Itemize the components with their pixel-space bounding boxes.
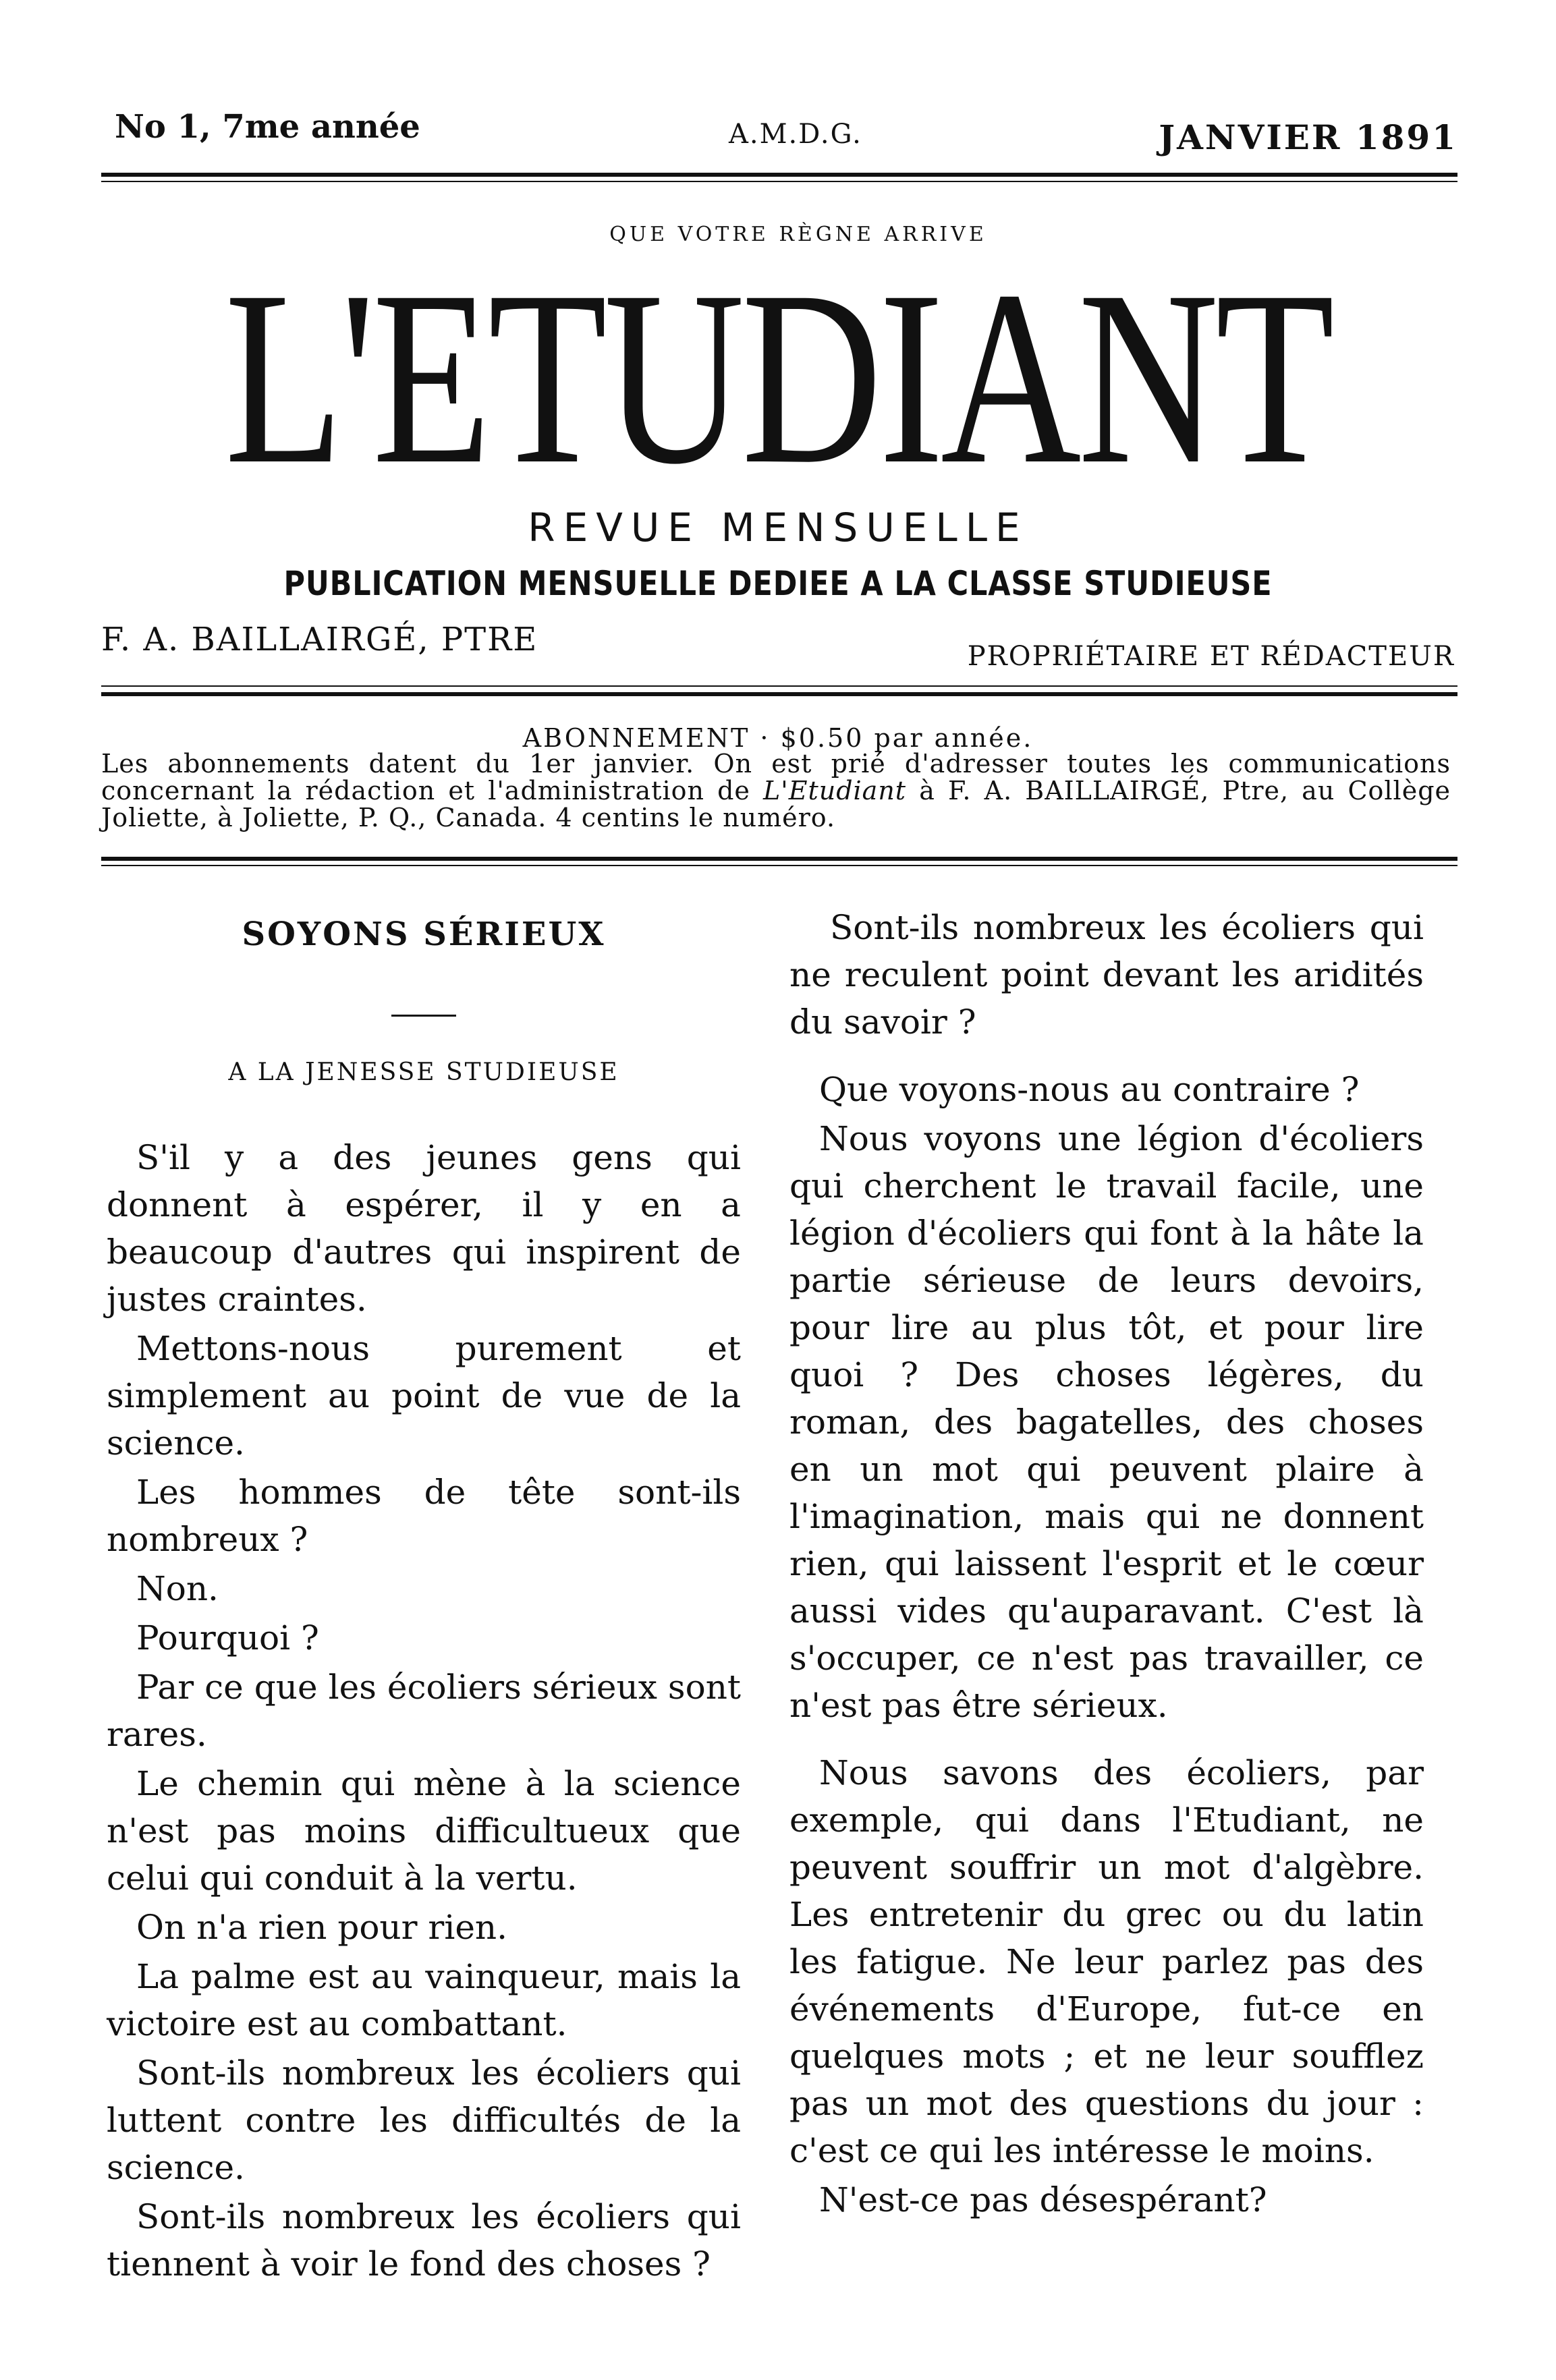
paragraph: N'est-ce pas désespérant? xyxy=(819,2180,1267,2219)
article-column-right xyxy=(789,904,1424,2226)
paragraph: Que voyons-nous au contraire ? xyxy=(819,1070,1360,1109)
title-dash xyxy=(391,1015,456,1017)
article-column-left xyxy=(107,904,741,2290)
paragraph: S'il y a des jeunes gens qui donnent à espérer, il y en a beaucoup d'autres qui inspirent de justes craintes. xyxy=(107,1138,741,1319)
paragraph: Par ce que les écoliers sérieux sont rares. xyxy=(107,1668,741,1754)
masthead-rule-thick xyxy=(101,692,1457,696)
subscription-rule-thick xyxy=(101,857,1457,861)
masthead-subtitle: REVUE MENSUELLE xyxy=(528,505,1028,550)
paragraph: Non. xyxy=(136,1569,219,1608)
paragraph: Sont-ils nombreux les écoliers qui ne reculent point devant les aridités du savoir ? xyxy=(789,908,1424,1042)
masthead-title: L'ETUDIANT xyxy=(224,239,1332,516)
issue-header xyxy=(115,108,1457,169)
paragraph: On n'a rien pour rien. xyxy=(136,1908,507,1947)
subscription-text-before: Les abonnements datent du 1er janvier. On est prié d'adresser toutes les communications concernant la rédaction et l'administration de xyxy=(101,749,1451,805)
paragraph: Sont-ils nombreux les écoliers qui tiennent à voir le fond des choses ? xyxy=(107,2197,741,2284)
paragraph: Nous savons des écoliers, par exemple, qui dans l'Etudiant, ne peuvent souffrir un mot d'algèbre. Les entretenir du grec ou du latin les fatigue. Ne leur parlez pas des événements d'Europe, fut-ce en quelques mots ; et ne leur soufflez pas un mot des questions du jour : c'est ce qui les intéresse le moins. xyxy=(789,1753,1424,2170)
masthead-motto: QUE VOTRE RÈGNE ARRIVE xyxy=(609,223,987,246)
paragraph: Le chemin qui mène à la science n'est pas moins difficultueux que celui qui conduit à la vertu. xyxy=(107,1764,741,1898)
subscription-text-after: à F. A. BAILLAIRGÉ, Ptre, au Collège Joliette, à Joliette, P. Q., Canada. 4 centins le numéro. xyxy=(101,776,1451,832)
subscription-heading: ABONNEMENT · $0.50 par année. xyxy=(522,723,1034,753)
subscription-text xyxy=(101,750,1451,831)
paragraph: La palme est au vainqueur, mais la victoire est au combattant. xyxy=(107,1957,741,2043)
article-dedication: A LA JENESSE STUDIEUSE xyxy=(228,1058,619,1086)
paragraph: Mettons-nous purement et simplement au point de vue de la science. xyxy=(107,1329,741,1463)
masthead-dedication: PUBLICATION MENSUELLE DEDIEE A LA CLASSE STUDIEUSE xyxy=(283,564,1273,603)
paragraph: Pourquoi ? xyxy=(136,1618,319,1658)
amdg-motto: A.M.D.G. xyxy=(729,119,862,150)
header-rule-thick xyxy=(101,173,1457,177)
issue-date: JANVIER 1891 xyxy=(1159,117,1457,157)
paragraph: Les hommes de tête sont-ils nombreux ? xyxy=(107,1473,741,1559)
paragraph: Nous voyons une légion d'écoliers qui cherchent le travail facile, une légion d'écoliers qui font à la hâte la partie sérieuse de leurs devoirs, pour lire au plus tôt, et pour lire quoi ? Des choses légères, du roman, des bagatelles, des choses en un mot qui peuvent plaire à l'imagination, mais qui ne donnent rien, qui laissent l'esprit et le cœur aussi vides qu'auparavant. C'est là s'occuper, ce n'est pas travailler, ce n'est pas être sérieux. xyxy=(789,1119,1424,1725)
subscription-rule-thin xyxy=(101,865,1457,866)
issue-number: No 1, 7me année xyxy=(115,108,420,146)
editor-role: PROPRIÉTAIRE ET RÉDACTEUR xyxy=(967,641,1455,672)
paragraph: Sont-ils nombreux les écoliers qui luttent contre les difficultés de la science. xyxy=(107,2053,741,2187)
header-rule-thin xyxy=(101,181,1457,182)
subscription-journal: L'Etudiant xyxy=(763,776,907,805)
article-title: SOYONS SÉRIEUX xyxy=(242,915,606,953)
editor-name: F. A. BAILLAIRGÉ, PTRE xyxy=(101,621,538,658)
masthead-rule-thin xyxy=(101,685,1457,687)
